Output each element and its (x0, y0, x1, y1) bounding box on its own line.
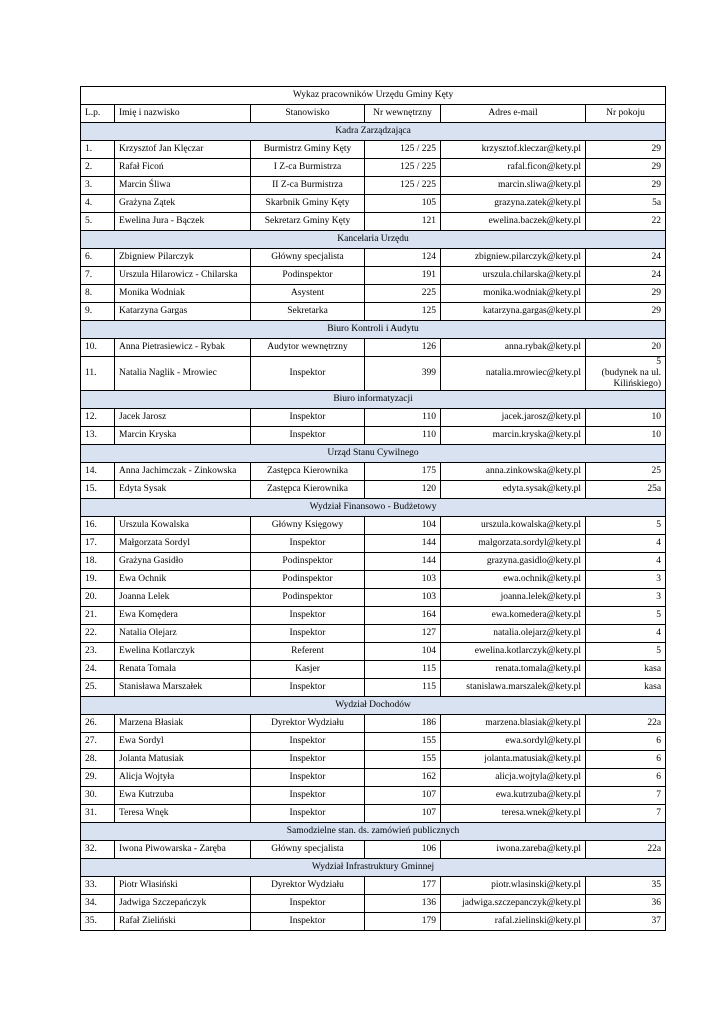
cell-email: teresa.wnek@kety.pl (441, 805, 586, 823)
cell-ext: 124 (365, 249, 441, 267)
cell-email: ewa.ochnik@kety.pl (441, 571, 586, 589)
cell-room: 35 (586, 877, 666, 895)
header-name: Imię i nazwisko (115, 105, 251, 123)
cell-email: ewelina.baczek@kety.pl (441, 213, 586, 231)
table-body (81, 123, 666, 931)
cell-lp: 6. (81, 249, 115, 267)
table-row (81, 213, 666, 231)
table-row (81, 463, 666, 481)
cell-email: ewa.sordyl@kety.pl (441, 733, 586, 751)
table-row (81, 913, 666, 931)
cell-room: 29 (586, 159, 666, 177)
cell-email: ewa.kutrzuba@kety.pl (441, 787, 586, 805)
cell-name: Urszula Hilarowicz - Chilarska (115, 267, 251, 285)
cell-position: Dyrektor Wydziału (251, 877, 365, 895)
section-title: Wydział Infrastruktury Gminnej (81, 859, 666, 877)
cell-room: 5 (budynek na ul. Kilińskiego) (586, 357, 666, 391)
cell-position: Główny Księgowy (251, 517, 365, 535)
table-row (81, 751, 666, 769)
table-row (81, 249, 666, 267)
cell-lp: 19. (81, 571, 115, 589)
table-row (81, 553, 666, 571)
cell-lp: 1. (81, 141, 115, 159)
cell-position: II Z-ca Burmistrza (251, 177, 365, 195)
table-row (81, 895, 666, 913)
cell-room: 6 (586, 733, 666, 751)
cell-name: Edyta Sysak (115, 481, 251, 499)
section-header-row (81, 391, 666, 409)
cell-ext: 155 (365, 751, 441, 769)
cell-position: Główny specjalista (251, 841, 365, 859)
cell-email: marcin.sliwa@kety.pl (441, 177, 586, 195)
cell-email: grazyna.zatek@kety.pl (441, 195, 586, 213)
cell-position: Asystent (251, 285, 365, 303)
cell-ext: 125 / 225 (365, 177, 441, 195)
cell-position: Zastępca Kierownika (251, 481, 365, 499)
cell-ext: 107 (365, 805, 441, 823)
cell-email: anna.rybak@kety.pl (441, 339, 586, 357)
cell-lp: 17. (81, 535, 115, 553)
cell-position: Audytor wewnętrzny (251, 339, 365, 357)
table-row (81, 159, 666, 177)
cell-name: Grażyna Gasidło (115, 553, 251, 571)
cell-lp: 8. (81, 285, 115, 303)
table-row (81, 625, 666, 643)
cell-name: Grażyna Zątek (115, 195, 251, 213)
cell-email: rafal.ficon@kety.pl (441, 159, 586, 177)
cell-name: Natalia Olejarz (115, 625, 251, 643)
table-row (81, 409, 666, 427)
table-row (81, 177, 666, 195)
section-title: Wydział Dochodów (81, 697, 666, 715)
cell-name: Marcin Kryska (115, 427, 251, 445)
section-title: Biuro informatyzacji (81, 391, 666, 409)
cell-position: Inspektor (251, 751, 365, 769)
cell-name: Jolanta Matusiak (115, 751, 251, 769)
cell-ext: 191 (365, 267, 441, 285)
cell-email: urszula.chilarska@kety.pl (441, 267, 586, 285)
cell-lp: 18. (81, 553, 115, 571)
cell-lp: 4. (81, 195, 115, 213)
cell-room: 29 (586, 285, 666, 303)
cell-ext: 115 (365, 679, 441, 697)
section-header-row (81, 859, 666, 877)
table-row (81, 517, 666, 535)
cell-lp: 11. (81, 357, 115, 391)
cell-position: Skarbnik Gminy Kęty (251, 195, 365, 213)
cell-ext: 105 (365, 195, 441, 213)
cell-room: 36 (586, 895, 666, 913)
table-row (81, 607, 666, 625)
cell-position: Kasjer (251, 661, 365, 679)
table-row (81, 643, 666, 661)
table-row (81, 787, 666, 805)
table-row (81, 733, 666, 751)
cell-name: Jacek Jarosz (115, 409, 251, 427)
section-header-row (81, 321, 666, 339)
cell-lp: 10. (81, 339, 115, 357)
cell-ext: 126 (365, 339, 441, 357)
cell-room: 25a (586, 481, 666, 499)
table-row (81, 661, 666, 679)
cell-position: Inspektor (251, 679, 365, 697)
cell-email: monika.wodniak@kety.pl (441, 285, 586, 303)
cell-ext: 115 (365, 661, 441, 679)
table-row (81, 805, 666, 823)
cell-email: alicja.wojtyla@kety.pl (441, 769, 586, 787)
cell-ext: 107 (365, 787, 441, 805)
cell-position: Podinspektor (251, 589, 365, 607)
cell-position: Inspektor (251, 895, 365, 913)
cell-room: 10 (586, 427, 666, 445)
section-header-row (81, 445, 666, 463)
cell-room: 7 (586, 805, 666, 823)
header-ext: Nr wewnętrzny (365, 105, 441, 123)
cell-email: katarzyna.gargas@kety.pl (441, 303, 586, 321)
cell-ext: 186 (365, 715, 441, 733)
cell-ext: 110 (365, 427, 441, 445)
cell-ext: 155 (365, 733, 441, 751)
cell-lp: 24. (81, 661, 115, 679)
cell-position: Inspektor (251, 769, 365, 787)
cell-room: 5 (586, 643, 666, 661)
cell-name: Ewelina Kotlarczyk (115, 643, 251, 661)
cell-name: Monika Wodniak (115, 285, 251, 303)
cell-email: rafal.zielinski@kety.pl (441, 913, 586, 931)
cell-position: Podinspektor (251, 267, 365, 285)
cell-name: Marcin Śliwa (115, 177, 251, 195)
section-header-row (81, 499, 666, 517)
header-position: Stanowisko (251, 105, 365, 123)
cell-room: 7 (586, 787, 666, 805)
table-row (81, 715, 666, 733)
cell-lp: 30. (81, 787, 115, 805)
cell-position: Inspektor (251, 805, 365, 823)
cell-room: 5 (586, 607, 666, 625)
cell-lp: 5. (81, 213, 115, 231)
cell-position: Podinspektor (251, 553, 365, 571)
cell-position: Inspektor (251, 607, 365, 625)
table-row (81, 303, 666, 321)
cell-lp: 25. (81, 679, 115, 697)
cell-lp: 14. (81, 463, 115, 481)
cell-name: Anna Pietrasiewicz - Rybak (115, 339, 251, 357)
cell-room: 5a (586, 195, 666, 213)
cell-lp: 28. (81, 751, 115, 769)
cell-room: 22a (586, 715, 666, 733)
table-row (81, 427, 666, 445)
cell-ext: 136 (365, 895, 441, 913)
cell-name: Teresa Wnęk (115, 805, 251, 823)
cell-lp: 23. (81, 643, 115, 661)
cell-ext: 164 (365, 607, 441, 625)
cell-name: Ewa Kutrzuba (115, 787, 251, 805)
cell-email: natalia.mrowiec@kety.pl (441, 357, 586, 391)
cell-position: Podinspektor (251, 571, 365, 589)
cell-room: 29 (586, 303, 666, 321)
cell-room: 29 (586, 177, 666, 195)
cell-position: Burmistrz Gminy Kęty (251, 141, 365, 159)
cell-room: 6 (586, 751, 666, 769)
cell-email: renata.tomala@kety.pl (441, 661, 586, 679)
cell-lp: 7. (81, 267, 115, 285)
cell-email: ewa.komedera@kety.pl (441, 607, 586, 625)
cell-name: Natalia Naglik - Mrowiec (115, 357, 251, 391)
cell-name: Anna Jachimczak - Zinkowska (115, 463, 251, 481)
cell-position: Referent (251, 643, 365, 661)
table-title: Wykaz pracowników Urzędu Gminy Kęty (81, 87, 666, 105)
cell-email: edyta.sysak@kety.pl (441, 481, 586, 499)
cell-ext: 127 (365, 625, 441, 643)
header-room: Nr pokoju (586, 105, 666, 123)
section-title: Biuro Kontroli i Audytu (81, 321, 666, 339)
cell-ext: 144 (365, 553, 441, 571)
cell-position: Dyrektor Wydziału (251, 715, 365, 733)
cell-email: malgorzata.sordyl@kety.pl (441, 535, 586, 553)
cell-name: Ewelina Jura - Bączek (115, 213, 251, 231)
cell-ext: 125 (365, 303, 441, 321)
cell-ext: 110 (365, 409, 441, 427)
header-row (81, 105, 666, 123)
cell-name: Zbigniew Pilarczyk (115, 249, 251, 267)
cell-lp: 22. (81, 625, 115, 643)
cell-lp: 21. (81, 607, 115, 625)
cell-ext: 225 (365, 285, 441, 303)
cell-name: Alicja Wojtyła (115, 769, 251, 787)
cell-room: kasa (586, 661, 666, 679)
cell-email: piotr.wlasinski@kety.pl (441, 877, 586, 895)
cell-email: krzysztof.kleczar@kety.pl (441, 141, 586, 159)
cell-email: jadwiga.szczepanczyk@kety.pl (441, 895, 586, 913)
cell-room: 4 (586, 625, 666, 643)
cell-lp: 35. (81, 913, 115, 931)
cell-lp: 26. (81, 715, 115, 733)
cell-room: 22a (586, 841, 666, 859)
table-row (81, 571, 666, 589)
cell-email: iwona.zareba@kety.pl (441, 841, 586, 859)
title-row (81, 87, 666, 105)
cell-name: Jadwiga Szczepańczyk (115, 895, 251, 913)
section-title: Kadra Zarządzająca (81, 123, 666, 141)
table-row (81, 679, 666, 697)
cell-lp: 2. (81, 159, 115, 177)
cell-name: Iwona Piwowarska - Zaręba (115, 841, 251, 859)
cell-email: anna.zinkowska@kety.pl (441, 463, 586, 481)
staff-table (80, 86, 666, 931)
section-title: Urząd Stanu Cywilnego (81, 445, 666, 463)
cell-ext: 103 (365, 571, 441, 589)
cell-ext: 103 (365, 589, 441, 607)
cell-position: Sekretarz Gminy Kęty (251, 213, 365, 231)
cell-email: jacek.jarosz@kety.pl (441, 409, 586, 427)
cell-position: Inspektor (251, 913, 365, 931)
cell-name: Ewa Ochnik (115, 571, 251, 589)
cell-position: Inspektor (251, 357, 365, 391)
cell-room: 6 (586, 769, 666, 787)
cell-name: Rafał Zieliński (115, 913, 251, 931)
cell-email: ewelina.kotlarczyk@kety.pl (441, 643, 586, 661)
cell-position: Inspektor (251, 733, 365, 751)
section-header-row (81, 123, 666, 141)
table-row (81, 841, 666, 859)
table-row (81, 285, 666, 303)
cell-email: natalia.olejarz@kety.pl (441, 625, 586, 643)
cell-email: zbigniew.pilarczyk@kety.pl (441, 249, 586, 267)
cell-ext: 399 (365, 357, 441, 391)
table-row (81, 141, 666, 159)
cell-lp: 31. (81, 805, 115, 823)
cell-room: 3 (586, 571, 666, 589)
cell-position: Inspektor (251, 625, 365, 643)
table-row (81, 267, 666, 285)
cell-position: Główny specjalista (251, 249, 365, 267)
table-row (81, 535, 666, 553)
cell-lp: 32. (81, 841, 115, 859)
cell-position: I Z-ca Burmistrza (251, 159, 365, 177)
cell-room: 4 (586, 553, 666, 571)
section-title: Samodzielne stan. ds. zamówień publicznych (81, 823, 666, 841)
cell-room: 24 (586, 267, 666, 285)
cell-lp: 16. (81, 517, 115, 535)
cell-room: 5 (586, 517, 666, 535)
cell-position: Inspektor (251, 409, 365, 427)
section-header-row (81, 231, 666, 249)
cell-ext: 144 (365, 535, 441, 553)
cell-room: 22 (586, 213, 666, 231)
cell-room: 25 (586, 463, 666, 481)
cell-position: Inspektor (251, 427, 365, 445)
cell-ext: 125 / 225 (365, 141, 441, 159)
cell-name: Ewa Komędera (115, 607, 251, 625)
header-email: Adres e-mail (441, 105, 586, 123)
cell-ext: 104 (365, 517, 441, 535)
cell-email: stanislawa.marszalek@kety.pl (441, 679, 586, 697)
cell-position: Inspektor (251, 787, 365, 805)
cell-ext: 104 (365, 643, 441, 661)
table-row (81, 195, 666, 213)
section-header-row (81, 697, 666, 715)
header-lp: L.p. (81, 105, 115, 123)
cell-name: Rafał Ficoń (115, 159, 251, 177)
cell-position: Inspektor (251, 535, 365, 553)
cell-ext: 175 (365, 463, 441, 481)
cell-email: joanna.lelek@kety.pl (441, 589, 586, 607)
table-row (81, 589, 666, 607)
cell-name: Krzysztof Jan Klęczar (115, 141, 251, 159)
cell-lp: 3. (81, 177, 115, 195)
cell-ext: 179 (365, 913, 441, 931)
table-row (81, 769, 666, 787)
cell-ext: 120 (365, 481, 441, 499)
cell-room: 10 (586, 409, 666, 427)
cell-name: Renata Tomala (115, 661, 251, 679)
cell-name: Małgorzata Sordyl (115, 535, 251, 553)
table-row (81, 339, 666, 357)
cell-ext: 106 (365, 841, 441, 859)
table-row (81, 357, 666, 391)
cell-email: marzena.blasiak@kety.pl (441, 715, 586, 733)
cell-name: Katarzyna Gargas (115, 303, 251, 321)
cell-lp: 33. (81, 877, 115, 895)
cell-room: 4 (586, 535, 666, 553)
section-header-row (81, 823, 666, 841)
cell-name: Urszula Kowalska (115, 517, 251, 535)
cell-lp: 12. (81, 409, 115, 427)
cell-room: kasa (586, 679, 666, 697)
cell-name: Stanisława Marszałek (115, 679, 251, 697)
cell-lp: 9. (81, 303, 115, 321)
cell-ext: 125 / 225 (365, 159, 441, 177)
cell-lp: 34. (81, 895, 115, 913)
cell-name: Ewa Sordyl (115, 733, 251, 751)
cell-name: Joanna Lelek (115, 589, 251, 607)
cell-email: urszula.kowalska@kety.pl (441, 517, 586, 535)
cell-lp: 20. (81, 589, 115, 607)
cell-lp: 15. (81, 481, 115, 499)
cell-lp: 27. (81, 733, 115, 751)
cell-ext: 121 (365, 213, 441, 231)
cell-room: 37 (586, 913, 666, 931)
section-title: Kancelaria Urzędu (81, 231, 666, 249)
cell-lp: 29. (81, 769, 115, 787)
table-row (81, 481, 666, 499)
cell-room: 20 (586, 339, 666, 357)
cell-room: 29 (586, 141, 666, 159)
table-row (81, 877, 666, 895)
cell-lp: 13. (81, 427, 115, 445)
cell-room: 24 (586, 249, 666, 267)
cell-ext: 177 (365, 877, 441, 895)
cell-name: Piotr Własiński (115, 877, 251, 895)
cell-name: Marzena Błasiak (115, 715, 251, 733)
cell-email: grazyna.gasidlo@kety.pl (441, 553, 586, 571)
cell-ext: 162 (365, 769, 441, 787)
cell-room: 3 (586, 589, 666, 607)
section-title: Wydział Finansowo - Budżetowy (81, 499, 666, 517)
cell-email: jolanta.matusiak@kety.pl (441, 751, 586, 769)
cell-email: marcin.kryska@kety.pl (441, 427, 586, 445)
cell-position: Sekretarka (251, 303, 365, 321)
cell-position: Zastępca Kierownika (251, 463, 365, 481)
